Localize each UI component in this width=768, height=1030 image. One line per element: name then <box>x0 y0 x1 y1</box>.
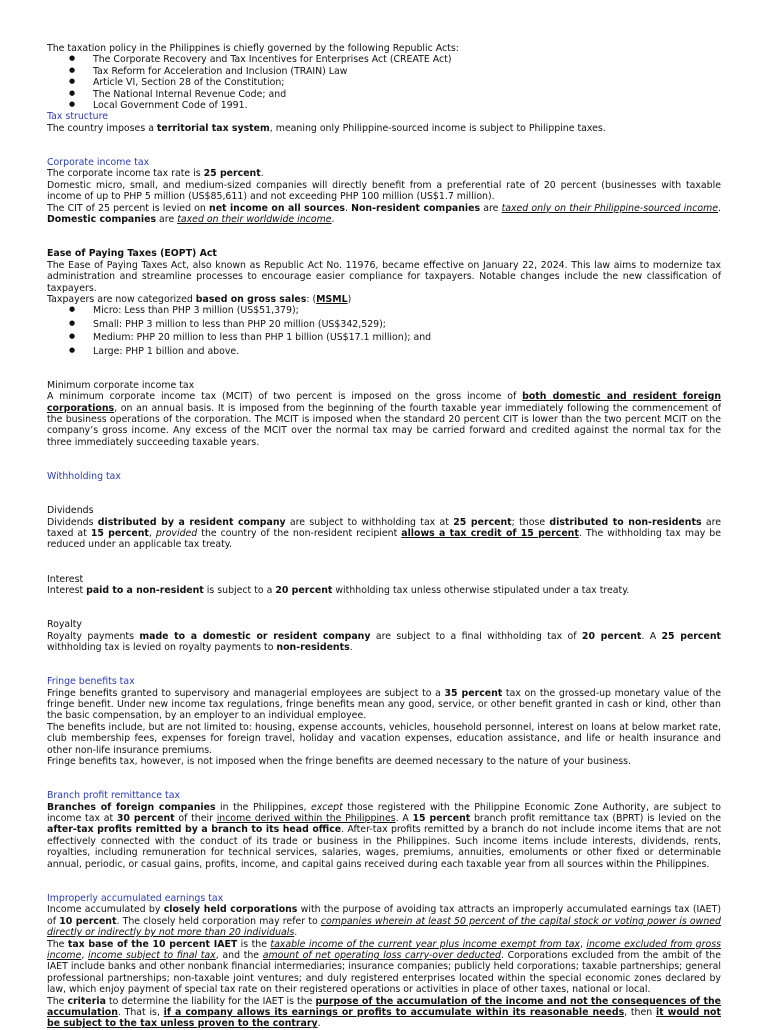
intro-lead: The taxation policy in the Philippines is chiefly governed by the following Republic Acts: <box>47 43 459 54</box>
list-item: ● Tax Reform for Acceleration and Inclusion (TRAIN) Law <box>47 66 721 77</box>
section-heading-corporate-income-tax: Corporate income tax <box>47 157 150 169</box>
fringe-paragraph-2: The benefits include, but are not limited to: housing, expense accounts, vehicles, household personnel, interest on loans at below market rate, club membership fees, expenses for foreign travel, holiday and vacation expenses, education assistance, and life or health insurance and other non-life insurance premiums. <box>47 721 721 756</box>
section-heading-withholding-tax: Withholding tax <box>47 470 121 482</box>
list-item: ● Micro: Less than PHP 3 million (US$51,379); <box>47 305 721 316</box>
eopt-paragraph: The Ease of Paying Taxes Act, also known as Republic Act No. 11976, became effective on January 22, 2024. This law aims to modernize tax administration and streamline processes to encourage easier compliance for taxpayers. Notable changes include the new classification of taxpayers. <box>47 259 721 294</box>
section-heading-mcit: Minimum corporate income tax <box>47 379 195 391</box>
subheading-royalty: Royalty <box>47 619 82 631</box>
tax-structure-paragraph: The country imposes a territorial tax system, meaning only Philippine-sourced income is subject to Philippine taxes. <box>47 122 606 134</box>
corporate-rate-paragraph: The corporate income tax rate is 25 percent. <box>47 168 264 180</box>
fringe-paragraph-3: Fringe benefits tax, however, is not imposed when the fringe benefits are deemed necessary to the nature of your business. <box>47 756 631 768</box>
mcit-paragraph: A minimum corporate income tax (MCIT) of two percent is imposed on the gross income of both domestic and resident foreign corporations, on an annual basis. It is imposed from the beginning of the fourth taxable year immediately following the commencement of the business operations of the corporation. The MCIT is imposed when the standard 20 percent CIT is lower than the two percent MCIT on the company’s gross income. Any excess of the MCIT over the normal tax may be carried forward and credited against the normal tax for the three immediately succeeding taxable years. <box>47 391 721 448</box>
list-item: ● Medium: PHP 20 million to less than PHP 1 billion (US$17.1 million); and <box>47 332 721 343</box>
list-item: ● The Corporate Recovery and Tax Incentives for Enterprises Act (CREATE Act) <box>47 54 721 65</box>
iaet-paragraph-1: Income accumulated by closely held corporations with the purpose of avoiding tax attracts an improperly accumulated earnings tax (IAET) of 10 percent. The closely held corporation may refer to companies wherein at least 50 percent of the capital stock or voting power is owned directly or indirectly by not more than 20 individuals. <box>47 904 721 939</box>
subheading-interest: Interest <box>47 573 84 585</box>
taxpayer-category-list <box>47 305 721 357</box>
section-heading-tax-structure: Tax structure <box>47 111 108 123</box>
republic-acts-list <box>47 54 721 111</box>
subheading-dividends: Dividends <box>47 505 94 517</box>
section-heading-eopt: Ease of Paying Taxes (EOPT) Act <box>47 248 217 260</box>
list-item: ● Large: PHP 1 billion and above. <box>47 346 721 357</box>
document-body <box>47 43 721 1030</box>
eopt-categories-lead: Taxpayers are now categorized based on gross sales: (MSML) <box>47 293 352 305</box>
section-heading-iaet: Improperly accumulated earnings tax <box>47 892 224 904</box>
list-item: ● Small: PHP 3 million to less than PHP 20 million (US$342,529); <box>47 319 721 330</box>
section-heading-branch-profit-remittance-tax: Branch profit remittance tax <box>47 790 181 802</box>
dividends-paragraph: Dividends distributed by a resident company are subject to withholding tax at 25 percent; those distributed to non-residents are taxed at 15 percent, provided the country of the non-resident recipient allows a tax credit of 15 percent. The withholding tax may be reduced under an applicable tax treaty. <box>47 516 721 551</box>
section-heading-fringe-benefits-tax: Fringe benefits tax <box>47 676 135 688</box>
list-item: ● The National Internal Revenue Code; and <box>47 89 721 100</box>
list-item: ● Article VI, Section 28 of the Constitution; <box>47 77 721 88</box>
royalty-paragraph: Royalty payments made to a domestic or resident company are subject to a final withholding tax of 20 percent. A 25 percent withholding tax is levied on royalty payments to non-residents. <box>47 630 721 654</box>
list-item: ● Local Government Code of 1991. <box>47 100 721 111</box>
iaet-paragraph-3: The criteria to determine the liability for the IAET is the purpose of the accumulation of the income and not the consequences of the accumulation. That is, if a company allows its earnings or profits to accumulate within its reasonable needs, then it would not be subject to the tax unless proven to the contrary. <box>47 995 721 1030</box>
corporate-msme-paragraph: Domestic micro, small, and medium-sized companies will directly benefit from a preferential rate of 20 percent (businesses with taxable income of up to PHP 5 million (US$85,611) and not exceeding PHP 100 million (US$1.7 million). <box>47 179 721 203</box>
fringe-paragraph-1: Fringe benefits granted to supervisory and managerial employees are subject to a 35 percent tax on the grossed-up monetary value of the fringe benefit. Under new income tax regulations, fringe benefits mean any good, service, or other benefit granted in cash or kind, other than the basic compensation, by an employer to an individual employee. <box>47 687 722 722</box>
branch-paragraph: Branches of foreign companies in the Philippines, except those registered with the Philippine Economic Zone Authority, are subject to income tax at 30 percent of their income derived within the Philippines. A 15 percent branch profit remittance tax (BPRT) is levied on the after-tax profits remitted by a branch to its head office. After-tax profits remitted by a branch do not include income items that are not effectively connected with the conduct of its trade or business in the Philippines. Such income items include interests, dividends, rents, royalties, including remuneration for technical services, salaries, wages, premiums, annuities, emoluments or other fixed or determinable annual, periodic, or casual gains, profits, income, and capital gains received during each taxable year from all sources within the Philippines. <box>47 801 722 870</box>
corporate-cit-paragraph: The CIT of 25 percent is levied on net income on all sources. Non-resident companies are taxed only on their Philippine-sourced income. Domestic companies are taxed on their worldwide income. <box>47 202 722 226</box>
iaet-paragraph-2: The tax base of the 10 percent IAET is the taxable income of the current year plus income exempt from tax, income excluded from gross income, income subject to final tax, and the amount of net operating loss carry-over deducted. Corporations excluded from the ambit of the IAET include banks and other nonbank financial intermediaries; insurance companies; publicly held corporations; taxable partnerships; general professional partnerships; non-taxable joint ventures; and duly registered enterprises located within the special economic zones declared by law, which enjoy payment of special tax rate on their registered operations or activities in place of other taxes, national or local. <box>47 938 721 996</box>
interest-paragraph: Interest paid to a non-resident is subject to a 20 percent withholding tax unless otherwise stipulated under a tax treaty. <box>47 585 630 596</box>
